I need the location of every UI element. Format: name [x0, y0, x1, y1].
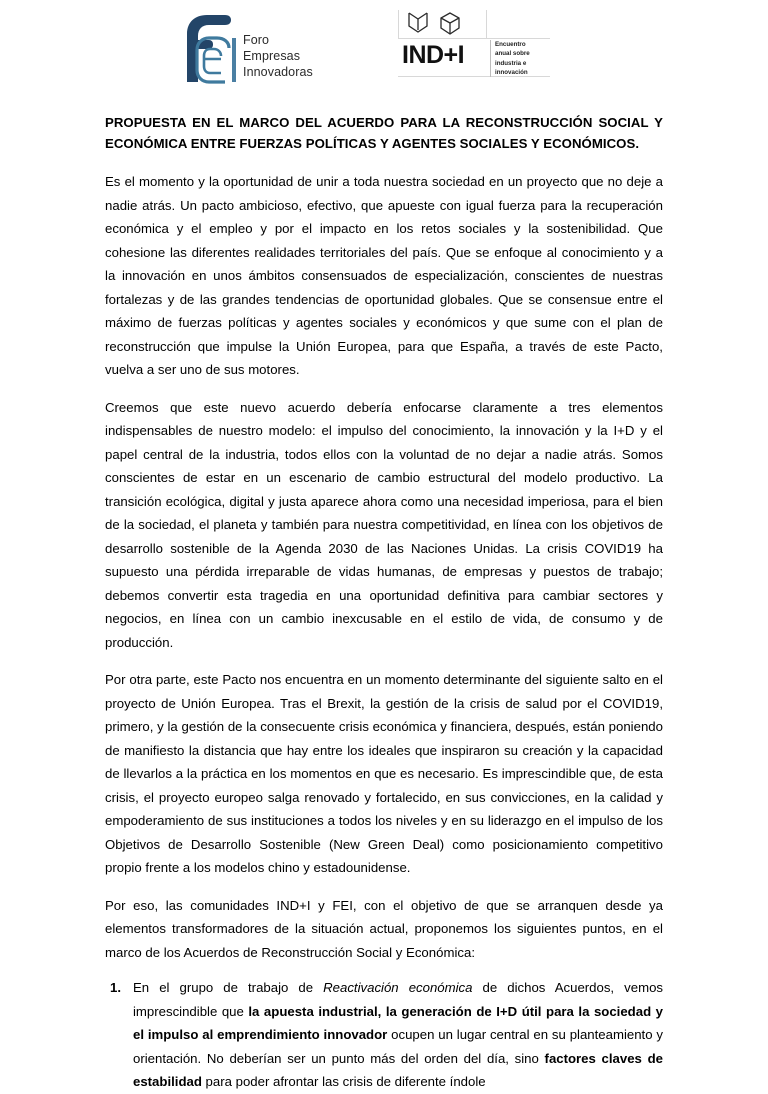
- fei-word-line-3: Innovadoras: [243, 65, 313, 79]
- fei-logo-mark: [175, 12, 237, 84]
- fei-word-line-2: Empresas: [243, 49, 301, 63]
- document-body: [105, 112, 663, 1094]
- fei-logo-wordmark: [243, 16, 313, 80]
- paragraph-4: Por eso, las comunidades IND+I y FEI, con el objetivo de que se arranquen desde ya elementos transformadores de la situación actual, proponemos los siguientes puntos, en el marco de los Acuerdos de Reconstrucción Social y Económica:: [105, 897, 663, 960]
- indi-logo-tagline: [490, 40, 548, 77]
- indi-logo-edge-left: [398, 10, 399, 38]
- indi-tagline-line-4: innovación: [495, 68, 528, 76]
- paragraph-1: Es el momento y la oportunidad de unir a toda nuestra sociedad en un proyecto que no deje a nadie atrás. Un pacto ambicioso, efectivo, que apueste con igual fuerza para la recuperación económica y el empleo y por el impacto en los retos sociales y la sostenibilidad. Que cohesione las diferentes realidades territoriales del país. Que se enfoque al conocimiento y a la innovación en unos ámbitos consensuados de especialización, conscientes de nuestras fortalezas y de las grandes tendencias de oportunidad globales. Que se consensue entre el máximo de fuerzas políticas y agentes sociales y económicos y que sume con el plan de reconstrucción que impulse la Unión Europea, para que España, a través de este Pacto, vuelva a ser uno de sus motores.: [105, 174, 663, 378]
- document-header: [0, 0, 768, 100]
- fei-logo: [175, 12, 313, 84]
- list-item-text-segment: En el grupo de trabajo de: [133, 980, 324, 996]
- cube-icon: [404, 10, 484, 40]
- list-item-text-segment: para poder afrontar las crisis de diferente índole: [201, 1074, 486, 1090]
- list-item-text-segment: factores claves de estabilidad: [133, 1050, 663, 1090]
- indi-tagline-line-3: industria e: [495, 59, 527, 67]
- list-item-text-segment: de dichos Acuerdos, vemos imprescindible que: [133, 980, 663, 1019]
- paragraph-3: Por otra parte, este Pacto nos encuentra en un momento determinante del siguiente salto en el proyecto de Unión Europea. Tras el Brexit, la gestión de la crisis de salud por el COVID19, primero, y la gestión de la consecuente crisis económica y financiera, después, están poniendo de manifiesto la distancia que hay entre los ideales que inspiraron su creación y la capacidad de llevarlos a la práctica en los momentos en que es necesario. Es imprescindible que, de esta crisis, el proyecto europeo salga renovado y fortalecido, en sus convicciones, en la calidad y empoderamiento de sus instituciones a todos los niveles y en su liderazgo en el impulso de los Objetivos de Desarrollo Sostenible (New Green Deal) como posicionamiento competitivo propio frente a los modelos chino y estadounidense.: [105, 672, 663, 876]
- paragraph-2: Creemos que este nuevo acuerdo debería enfocarse claramente a tres elementos indispensables de nuestro modelo: el impulso del conocimiento, la innovación y la I+D y el papel central de la industria, todos ellos con la voluntad de no dejar a nadie atrás. Somos conscientes de estar en un escenario de cambio estructural del modelo productivo. La transición ecológica, digital y justa aparece ahora como una necesidad imperiosa, para el bien de la sociedad, el planeta y también para nuestra competitividad, en línea con los objetivos de desarrollo sostenible de la Agenda 2030 de las Naciones Unidas. La crisis COVID19 ha supuesto una pérdida irreparable de vidas humanas, de empresas y puestos de trabajo; debemos convertir esta tragedia en una oportunidad definitiva para cambiar sectores y negocios, en línea con un cambio inexcusable en el estilo de vida, de consumo y de producción.: [105, 399, 663, 650]
- indi-tagline-line-1: Encuentro: [495, 41, 526, 48]
- list-item: [105, 976, 663, 1094]
- indi-tagline-line-2: anual sobre: [495, 50, 530, 58]
- fei-word-line-1: Foro: [243, 33, 270, 47]
- document-title: PROPUESTA EN EL MARCO DEL ACUERDO PARA LA RECONSTRUCCIÓN SOCIAL Y ECONÓMICA ENTRE FUERZAS POLÍTICAS Y AGENTES SOCIALES Y ECONÓMICOS.: [105, 115, 663, 152]
- list-item-text-segment: Reactivación económica: [323, 980, 473, 996]
- indi-logo: [398, 10, 550, 78]
- list-item-text-segment: ocupen un lugar central en su planteamiento y orientación. No deberían ser un punto más del orden del día, sino: [133, 1027, 663, 1066]
- list-item-marker: 1.: [110, 980, 121, 996]
- indi-logo-edge-right: [486, 10, 487, 38]
- indi-logo-wordmark: IND+I: [402, 41, 465, 69]
- list-item-text-segment: la apuesta industrial, la generación de I+D útil para la sociedad y el impulso al emprendimiento innovador: [133, 1003, 663, 1043]
- numbered-list: [105, 976, 663, 1094]
